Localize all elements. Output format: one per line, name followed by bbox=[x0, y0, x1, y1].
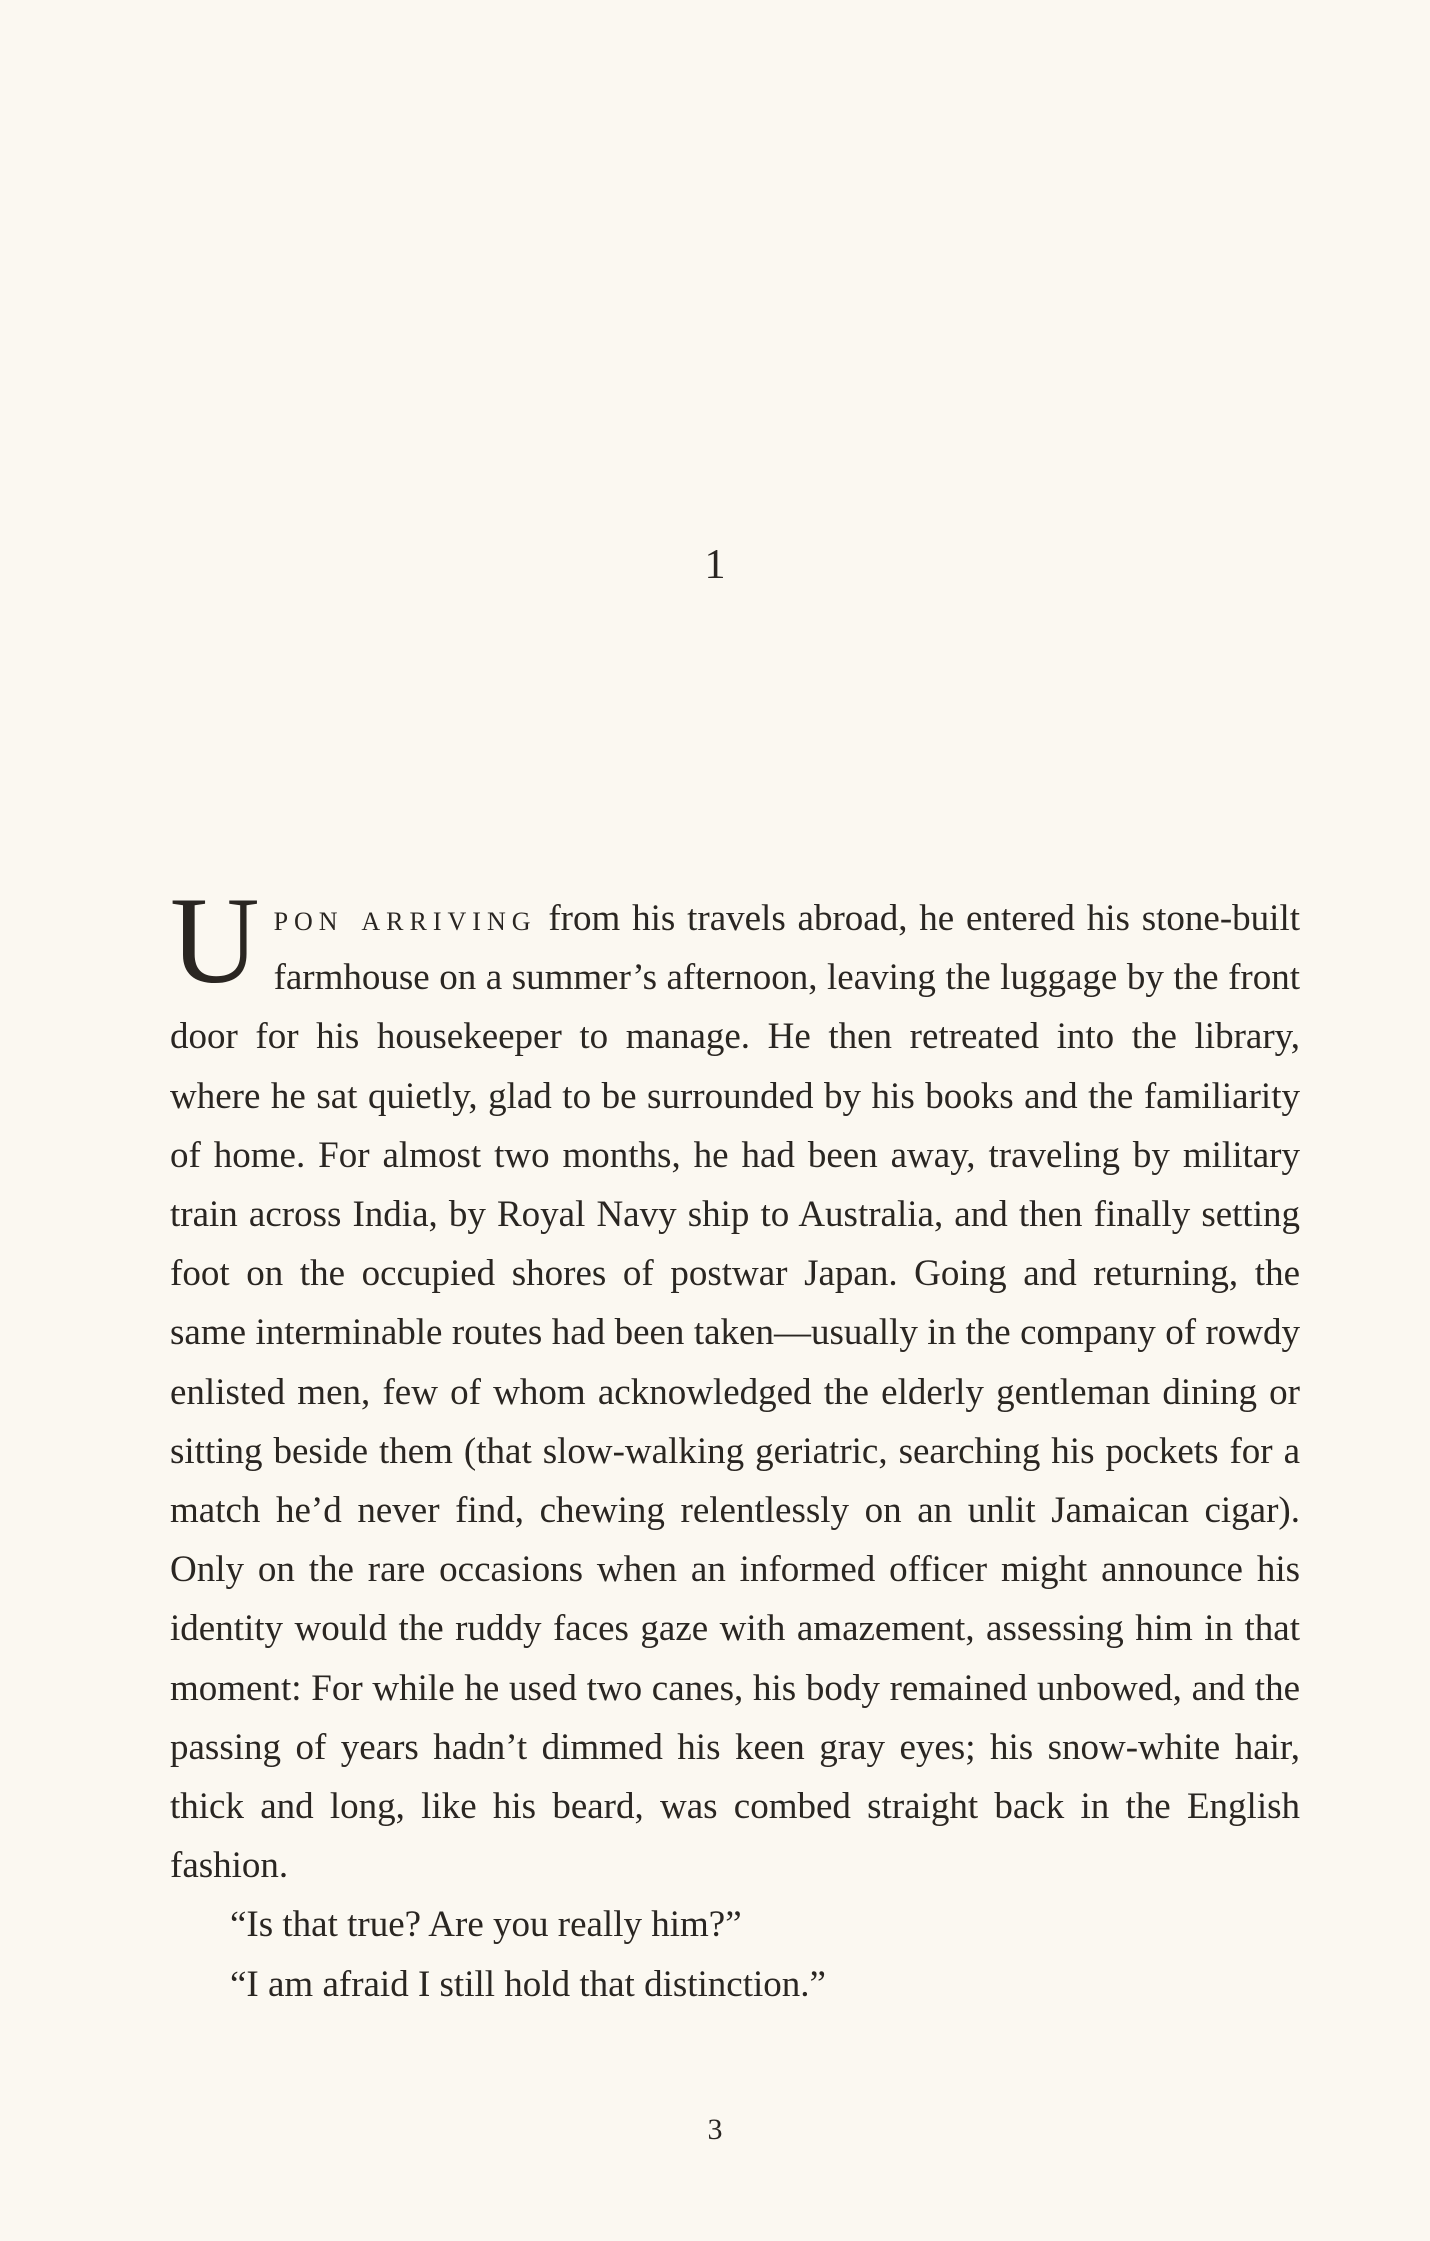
chapter-text bbox=[170, 872, 1300, 2014]
dialogue-line-2: “I am afraid I still hold that distinction.” bbox=[230, 1963, 826, 2005]
chapter-number: 1 bbox=[704, 542, 726, 588]
page-number: 3 bbox=[707, 2113, 723, 2146]
dialogue-line-1: “Is that true? Are you really him?” bbox=[230, 1904, 742, 1946]
opening-paragraph-body: from his travels abroad, he entered his stone-built farmhouse on a summer’s afternoon, leaving the luggage by the front door for his housekeeper to manage. He then retreated into the library, where he sat quietly, glad to be surrounded by his books and the familiarity of home. For almost two months, he had been away, traveling by military train across India, by Royal Navy ship to Australia, and then finally setting foot on the occupied shores of postwar Japan. Going and returning, the same interminable routes had been taken—usually in the company of rowdy enlisted men, few of whom acknowledged the elderly gentleman dining or sitting beside them (that slow-walking geriatric, searching his pockets for a match he’d never find, chewing relentlessly on an unlit Jamaican cigar). Only on the rare occasions when an informed officer might announce his identity would the ruddy faces gaze with amazement, assessing him in that moment: For while he used two canes, his body remained unbowed, and the passing of years hadn’t dimmed his keen gray eyes; his snow-white hair, thick and long, like his beard, was combed straight back in the English fashion. bbox=[170, 898, 1300, 1887]
lead-in-small-caps: pon arriving bbox=[273, 898, 537, 939]
opening-paragraph bbox=[170, 872, 1300, 1895]
drop-cap: U bbox=[170, 872, 260, 1009]
